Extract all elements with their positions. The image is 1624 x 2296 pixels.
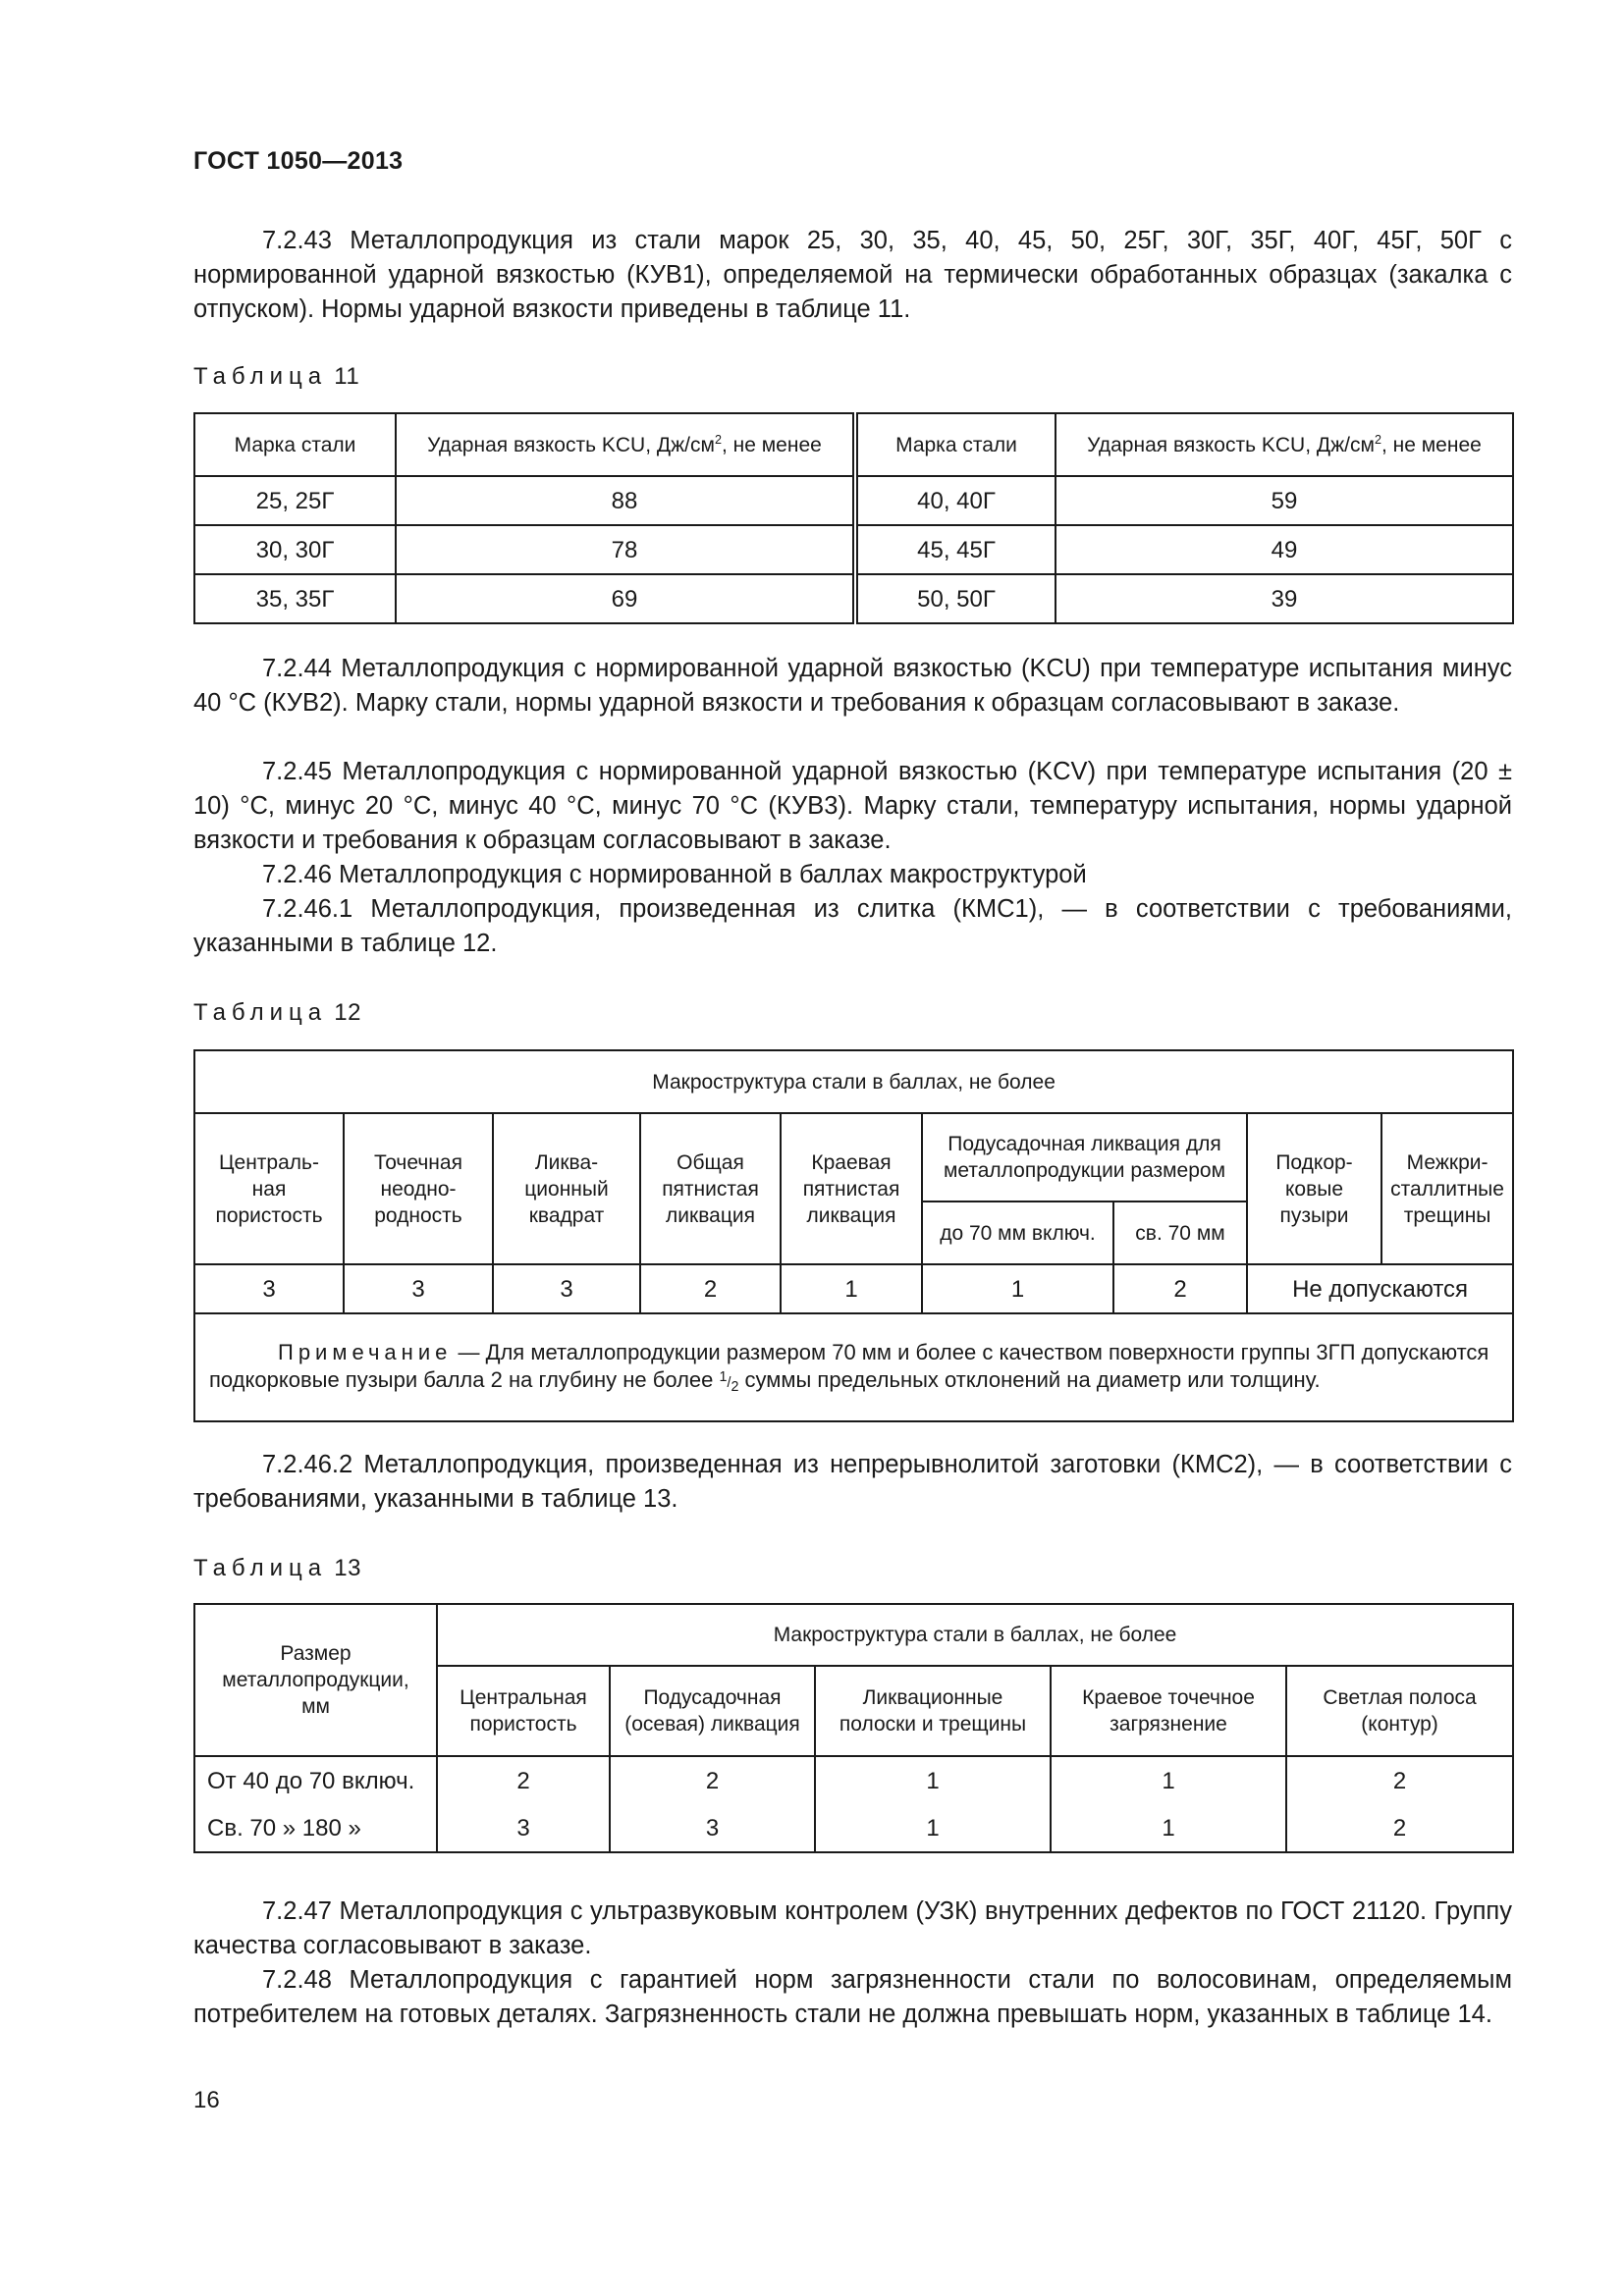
paragraph-7-2-46-1: 7.2.46.1 Металлопродукция, произведенная из слитка (КМС1), — в соответствии с требованиями, указанными в таблице 12. [193, 895, 1512, 957]
paragraph-7-2-45: 7.2.45 Металлопродукция с нормированной ударной вязкостью (KCV) при температуре испытания (20 ± 10) °С, минус 20 °С, минус 40 °С, минус 70 °С (КУВ3). Марку стали, температуру испытания, нормы ударной вязкости и требования к образцам согласовывают в заказе. [193, 758, 1512, 854]
table-cell: 69 [396, 574, 855, 623]
table-row [194, 1264, 1513, 1313]
paragraph-7-2-47: 7.2.47 Металлопродукция с ультразвуковым контролем (УЗК) внутренних дефектов по ГОСТ 21120. Группу качества согласовывают в заказе. [193, 1897, 1512, 1959]
table-cell: 45, 45Г [855, 525, 1056, 574]
table-11-header-grade: Марка стали [194, 413, 396, 476]
table-12-caption: Таблица 12 [193, 999, 361, 1026]
table-row [194, 1805, 1513, 1852]
table-11-header-kcu: Ударная вязкость KCU, $Дж/см^2$, не менее [1056, 413, 1513, 476]
table-cell: 3 [493, 1264, 640, 1313]
paragraph-7-2-46-2: 7.2.46.2 Металлопродукция, произведенная из непрерывнолитой заготовки (КМС2), — в соответствии с требованиями, указанными в таблице 13. [193, 1451, 1512, 1513]
table-row [194, 525, 1513, 574]
table-cell: 2 [610, 1756, 815, 1805]
table-12-header: Общая пятнистая ликвация [640, 1113, 781, 1264]
table-cell: 35, 35Г [194, 574, 396, 623]
table-cell: 2 [1286, 1805, 1513, 1852]
table-row [194, 1756, 1513, 1805]
table-12-header: Точечная неодно- родность [344, 1113, 493, 1264]
table-12 [193, 1049, 1514, 1422]
table-cell: 2 [1113, 1264, 1247, 1313]
table-cell: 2 [640, 1264, 781, 1313]
paragraph-7-2-44: 7.2.44 Металлопродукция с нормированной ударной вязкостью (KCU) при температуре испытания минус 40 °С (КУВ2). Марку стали, нормы ударной вязкости и требования к образцам согласовывают в заказе. [193, 655, 1512, 717]
table-cell: 1 [1051, 1805, 1286, 1852]
table-12-note: Примечание — Для металлопродукции размером 70 мм и более с качеством поверхности группы 3ГП допускаются подкорковые пузыри балла 2 на глубину не более 1/2 суммы предельных отклонений на диаметр или толщину. [194, 1313, 1513, 1421]
page-number: 16 [193, 2087, 220, 2113]
table-12-header: Краевая пятнистая ликвация [781, 1113, 922, 1264]
table-cell: 2 [1286, 1756, 1513, 1805]
table-13-header: Светлая полоса (контур) [1286, 1666, 1513, 1756]
table-cell-not-allowed: Не допускаются [1247, 1264, 1513, 1313]
table-13-header: Центральная пористость [437, 1666, 610, 1756]
table-12-header: Межкри- сталлитные трещины [1381, 1113, 1513, 1264]
table-12-header: Ликва- ционный квадрат [493, 1113, 640, 1264]
table-11 [193, 412, 1514, 624]
table-cell: 1 [815, 1756, 1051, 1805]
table-cell: 1 [815, 1805, 1051, 1852]
table-cell: 3 [344, 1264, 493, 1313]
table-row [194, 476, 1513, 525]
table-cell: 30, 30Г [194, 525, 396, 574]
table-cell: 25, 25Г [194, 476, 396, 525]
table-12-header: Подкор- ковые пузыри [1247, 1113, 1381, 1264]
table-cell: 88 [396, 476, 855, 525]
table-11-caption: Таблица 11 [193, 363, 360, 390]
table-12-header-sub2: св. 70 мм [1113, 1201, 1247, 1264]
table-cell: 3 [437, 1805, 610, 1852]
table-cell: 3 [194, 1264, 344, 1313]
table-12-header-sub1: до 70 мм включ. [922, 1201, 1113, 1264]
table-11-header-grade: Марка стали [855, 413, 1056, 476]
table-row [194, 574, 1513, 623]
table-cell: 2 [437, 1756, 610, 1805]
paragraph-7-2-48: 7.2.48 Металлопродукция с гарантией норм загрязненности стали по волосовинам, определяемым потребителем на готовых деталях. Загрязненность стали не должна превышать норм, указанных в таблице 14. [193, 1966, 1512, 2028]
table-13-title: Макроструктура стали в баллах, не более [437, 1604, 1513, 1666]
table-cell: 50, 50Г [855, 574, 1056, 623]
table-cell: 39 [1056, 574, 1513, 623]
table-12-header: Централь- ная пористость [194, 1113, 344, 1264]
table-cell: 59 [1056, 476, 1513, 525]
table-13-header: Ликвационные полоски и трещины [815, 1666, 1051, 1756]
table-cell: 3 [610, 1805, 815, 1852]
table-cell: 1 [781, 1264, 922, 1313]
paragraph-7-2-46: 7.2.46 Металлопродукция с нормированной в баллах макроструктурой [262, 861, 1087, 888]
table-12-title: Макроструктура стали в баллах, не более [194, 1050, 1513, 1113]
table-13-header: Краевое точечное загрязнение [1051, 1666, 1286, 1756]
table-13-header: Подусадочная (осевая) ликвация [610, 1666, 815, 1756]
table-cell: Св. 70 » 180 » [194, 1805, 437, 1852]
table-13-header-size: Размер металлопродукции, мм [194, 1604, 437, 1756]
table-cell: 49 [1056, 525, 1513, 574]
table-cell: От 40 до 70 включ. [194, 1756, 437, 1805]
document-header: ГОСТ 1050—2013 [193, 147, 404, 175]
table-cell: 1 [1051, 1756, 1286, 1805]
table-cell: 1 [922, 1264, 1113, 1313]
table-13 [193, 1603, 1514, 1853]
table-13-caption: Таблица 13 [193, 1555, 361, 1581]
table-11-header-kcu: Ударная вязкость KCU, $Дж/см^2$, не менее [396, 413, 855, 476]
table-12-header-subgroup: Подусадочная ликвация для металлопродукции размером [922, 1113, 1247, 1201]
table-cell: 40, 40Г [855, 476, 1056, 525]
table-cell: 78 [396, 525, 855, 574]
paragraph-7-2-43: 7.2.43 Металлопродукция из стали марок 25, 30, 35, 40, 45, 50, 25Г, 30Г, 35Г, 40Г, 45Г, 50Г с нормированной ударной вязкостью (КУВ1), определяемой на термически обработанных образцах (закалка с отпуском). Нормы ударной вязкости приведены в таблице 11. [193, 227, 1512, 323]
table-11-header-row [194, 413, 1513, 476]
